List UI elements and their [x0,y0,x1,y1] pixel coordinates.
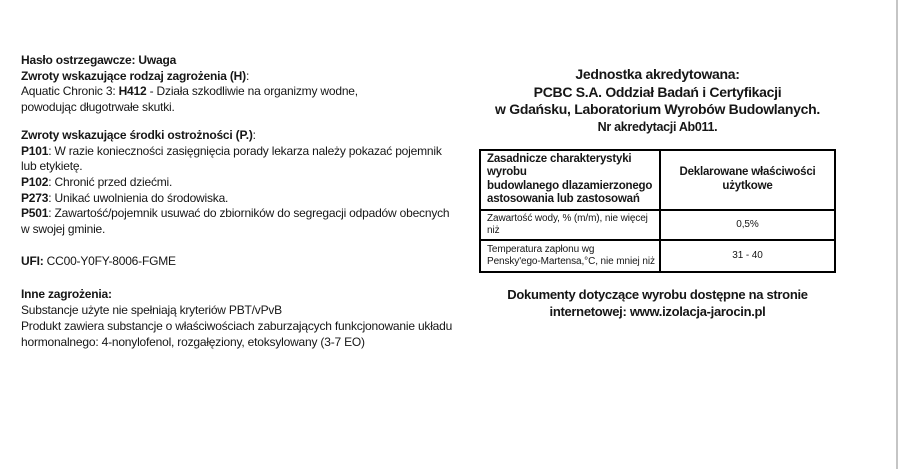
precaution-heading-colon: : [252,127,256,142]
hazard-heading-colon: : [245,68,250,83]
p101-text: : W razie konieczności zasięgnięcia porady lekarza należy pokazać pojemnik [48,143,442,158]
flash-point-value: 31 - 40 [732,249,763,261]
ufi-value: CC00-Y0FY-8006-FGME [43,253,176,268]
documents-note-line1: Dokumenty dotyczące wyrobu dostępne na stronie [507,286,808,302]
statement-p101-cont: lub etykietę. [21,159,83,174]
accredited-body-name: PCBC S.A. Oddział Badań i Certyfikacji [533,83,782,100]
other-hazards-section [21,287,466,350]
statement-p101 [21,144,466,160]
statement-p273 [21,191,466,207]
statement-p102 [21,175,466,191]
table-row-flash-point [480,240,835,272]
precaution-heading-text: Zwroty wskazujące środki ostrożności (P.) [21,127,253,142]
other-hazards-heading: Inne zagrożenia: [21,287,112,302]
hazard-statement-h412-cont: powodując długotrwałe skutki. [21,100,175,115]
header-col1-line3: astosowania lub zastosowań [487,193,640,206]
hazard-heading-text: Zwroty wskazujące rodzaj zagrożenia (H) [21,68,246,83]
right-column [479,66,836,320]
other-hazards-line2: Produkt zawiera substancje o właściwościach zaburzających funkcjonowanie układu [21,318,453,333]
table-header-row [480,150,835,210]
statement-p501-cont: w swojej gminie. [21,222,106,237]
hazard-statements-heading [21,69,466,85]
flash-point-value-cell [660,240,835,272]
table-row-water-content [480,210,835,240]
ufi-label: UFI: [21,253,44,268]
signal-word-section [21,53,466,116]
ufi-line [21,254,466,270]
water-content-name-cell [480,210,660,240]
hazard-statement-h412 [21,84,466,100]
p273-text: : Unikać uwolnienia do środowiska. [48,190,229,205]
documents-note-line2: internetowej: www.izolacja-jarocin.pl [549,303,766,319]
other-hazards-line3: hormonalnego: 4-nonylofenol, rozgałęziony, etoksylowany (3-7 EO) [21,334,365,349]
header-col1-line1: Zasadnicze charakterystyki wyrobu [487,152,632,179]
flash-point-name-line2: Pensky'ego-Martensa,°C, nie mniej niż [487,255,655,267]
p273-code: P273 [21,190,49,205]
precautionary-statements-section [21,128,466,238]
other-hazards-line1: Substancje użyte nie spełniają kryteriów PBT/vPvB [21,303,282,318]
water-content-name: Zawartość wody, % (m/m), nie więcej niż [487,212,648,236]
documents-note [479,286,836,320]
h412-prefix: Aquatic Chronic 3: [21,84,119,99]
water-content-value-cell [660,210,835,240]
p102-code: P102 [21,174,49,189]
water-content-value: 0,5% [736,218,759,230]
signal-word-line: Hasło ostrzegawcze: Uwaga [21,53,177,67]
table-header-characteristics [480,150,660,210]
left-column [21,53,466,350]
flash-point-name-cell [480,240,660,272]
table-header-declared-performance [660,150,835,210]
precaution-heading [21,128,466,144]
accredited-body-location: w Gdańsku, Laboratorium Wyrobów Budowlanych. [495,101,820,118]
p501-text: : Zawartość/pojemnik usuwać do zbiorników do segregacji odpadów obecnych [48,206,450,221]
p501-code: P501 [21,206,49,221]
header-col2-text: Deklarowane właściwości użytkowe [679,166,816,192]
h412-text: - Działa szkodliwie na organizmy wodne, [146,84,358,99]
flash-point-name-line1: Temperatura zapłonu wg [487,243,595,255]
p102-text: : Chronić przed dziećmi. [48,174,173,189]
accreditation-number: Nr akredytacji Ab011. [597,120,718,135]
accredited-body-heading: Jednostka akredytowana: [575,66,740,82]
accredited-body-block [479,66,836,137]
ufi-section [21,254,466,270]
h412-code: H412 [118,84,147,99]
p101-code: P101 [21,143,49,158]
statement-p501 [21,206,466,222]
scan-edge-line [896,0,898,469]
header-col1-line2: budowlanego dlazamierzonego [487,179,653,192]
declared-performance-table [479,149,836,273]
